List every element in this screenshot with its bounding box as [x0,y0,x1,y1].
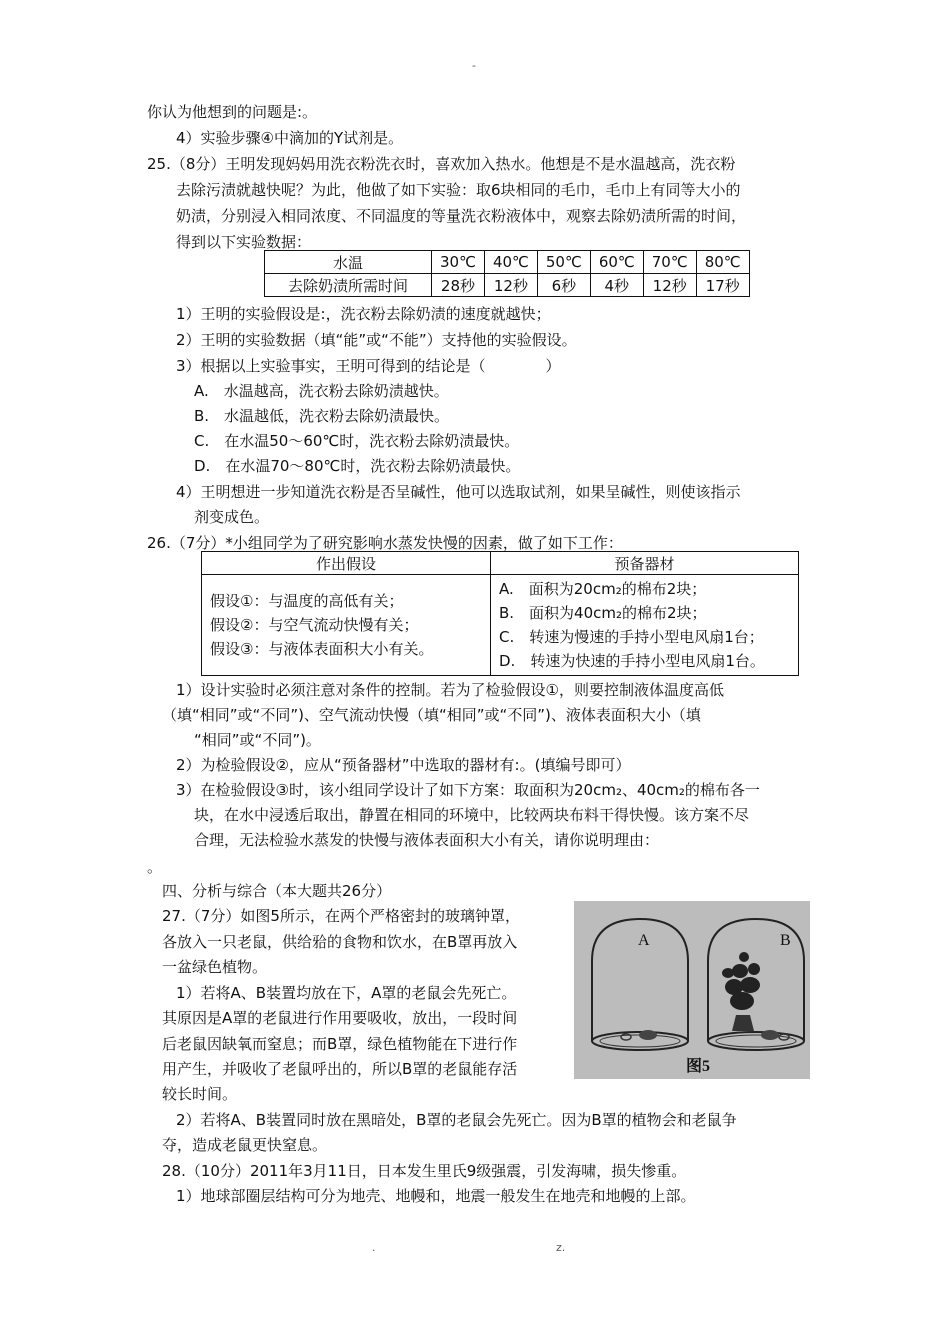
q26-sub-3-cont: 块，在水中浸透后取出，静置在相同的环境中，比较两块布料干得快慢。该方案不尽 [194,806,750,824]
figure-bell-jars [574,901,810,1079]
q26-sub-1-cont2: “相同”或“不同”)。 [194,731,321,749]
section-heading: 四、分析与综合（本大题共26分） [162,882,392,900]
hypothesis-cell [202,575,491,676]
table-cell: 40℃ [484,251,537,274]
q27-sub-2-cont: 夺，造成老鼠更快窒息。 [162,1136,328,1154]
q25-line-4: 得到以下实验数据： [176,233,312,251]
table-cell: 17秒 [696,274,749,297]
q25-option-b: B. 水温越低，洗衣粉去除奶渍最快。 [194,407,450,425]
figure-caption: 图5 [686,1058,711,1075]
q25-option-d: D. 在水温70～80℃时，洗衣粉去除奶渍最快。 [194,457,521,475]
figure-label-b: B [780,932,791,949]
q25-line-1: 25.（8分）王明发现妈妈用洗衣粉洗衣时，喜欢加入热水。他想是不是水温越高，洗衣粉 [147,155,736,173]
q27-sub-1-cont4: 较长时间。 [162,1085,238,1103]
q25-sub-4: 4）王明想进一步知道洗衣粉是否呈碱性，他可以选取试剂，如果呈碱性，则使该指示 [176,483,741,501]
table-row [202,575,799,676]
mouse-b [761,1030,779,1040]
equipment-cell [491,575,799,676]
table-cell: 6秒 [537,274,590,297]
header-mark: - [472,59,476,72]
table-cell: 28秒 [432,274,485,297]
hypothesis-2: 假设②：与空气流动快慢有关； [210,616,419,634]
table-cell: 12秒 [484,274,537,297]
q26-hypothesis-table [201,551,799,676]
table-row [202,552,799,575]
equipment-d: D. 转速为快速的手持小型电风扇1台。 [499,652,765,670]
table-cell: 12秒 [643,274,696,297]
table-cell: 去除奶渍所需时间 [265,274,432,297]
q26-sub-3-cont2: 合理，无法检验水蒸发的快慢与液体表面积大小有关，请你说明理由： [194,831,660,849]
table-row [265,274,750,297]
q28-sub-1: 1）地球部圈层结构可分为地壳、地幔和，地震一般发生在地壳和地幔的上部。 [176,1187,696,1205]
q25-option-a: A. 水温越高，洗衣粉去除奶渍越快。 [194,382,449,400]
text-line: 4）实验步骤④中滴加的Y试剂是。 [176,129,404,147]
table-cell: 30℃ [432,251,485,274]
q26-sub-3: 3）在检验假设③时，该小组同学设计了如下方案：取面积为20cm₂、40cm₂的棉布各一 [176,781,760,799]
equipment-b: B. 面积为40cm₂的棉布2块； [499,604,707,622]
q27-line-1: 27.（7分）如图5所示，在两个严格密封的玻璃钟罩， [162,907,520,925]
q25-option-c: C. 在水温50～60℃时，洗衣粉去除奶渍最快。 [194,432,520,450]
q26-sub-3-end: 。 [147,858,163,876]
figure-label-a: A [638,932,650,949]
q27-line-2: 各放入一只老鼠，供给𬌗的食物和饮水，在B罩再放入 [162,933,518,951]
table-cell: 70℃ [643,251,696,274]
q25-sub-4-cont: 剂变成色。 [194,508,270,526]
table-row [265,251,750,274]
q27-sub-1-cont2: 后老鼠因缺氧而窒息；而B罩，绿色植物能在下进行作 [162,1035,518,1053]
hypothesis-1: 假设①：与温度的高低有关； [210,592,404,610]
q27-sub-2: 2）若将A、B装置同时放在黑暗处，B罩的老鼠会先死亡。因为B罩的植物会和老鼠争 [176,1111,737,1129]
table-header: 作出假设 [202,552,491,575]
q27-sub-1-cont3: 用产生，并吸收了老鼠呼出的，所以B罩的老鼠能存活 [162,1060,518,1078]
table-cell: 4秒 [590,274,643,297]
q25-data-table [264,250,750,297]
table-cell: 50℃ [537,251,590,274]
table-cell: 水温 [265,251,432,274]
q28-line-1: 28.（10分）2011年3月11日，日本发生里氏9级强震，引发海啸，损失惨重。 [162,1162,687,1180]
table-cell: 60℃ [590,251,643,274]
q27-sub-1: 1）若将A、B装置均放在下，A罩的老鼠会先死亡。 [176,984,517,1002]
mouse-a [639,1030,657,1040]
q26-sub-2: 2）为检验假设②，应从“预备器材”中选取的器材有:。(填编号即可） [176,756,631,774]
q25-line-2: 去除污渍就越快呢？为此，他做了如下实验：取6块相同的毛巾，毛巾上有同等大小的 [176,181,741,199]
q27-sub-1-cont: 其原因是A罩的老鼠进行作用要吸收，放出，一段时间 [162,1009,518,1027]
q25-sub-3: 3）根据以上实验事实，王明可得到的结论是（ ） [176,357,561,375]
equipment-c: C. 转速为慢速的手持小型电风扇1台； [499,628,764,646]
footer-left-mark: . [372,1241,376,1254]
hypothesis-3: 假设③：与液体表面积大小有关。 [210,640,434,658]
table-header: 预备器材 [491,552,799,575]
text-line: 你认为他想到的问题是:。 [147,103,318,121]
q26-line-1: 26.（7分）*小组同学为了研究影响水蒸发快慢的因素，做了如下工作： [147,534,623,552]
q25-sub-2: 2）王明的实验数据（填“能”或“不能”）支持他的实验假设。 [176,331,577,349]
q26-sub-1-cont: （填“相同”或“不同”)、空气流动快慢（填“相同”或“不同”)、液体表面积大小（填 [162,706,701,724]
q26-sub-1: 1）设计实验时必须注意对条件的控制。若为了检验假设①，则要控制液体温度高低 [176,681,724,699]
table-cell: 80℃ [696,251,749,274]
q27-line-3: 一盆绿色植物。 [162,958,268,976]
q25-sub-1: 1）王明的实验假设是:，洗衣粉去除奶渍的速度就越快； [176,305,551,323]
footer-right-mark: z. [556,1241,566,1254]
q25-line-3: 奶渍，分别浸入相同浓度、不同温度的等量洗衣粉液体中，观察去除奶渍所需的时间， [176,207,747,225]
equipment-a: A. 面积为20cm₂的棉布2块； [499,580,707,598]
